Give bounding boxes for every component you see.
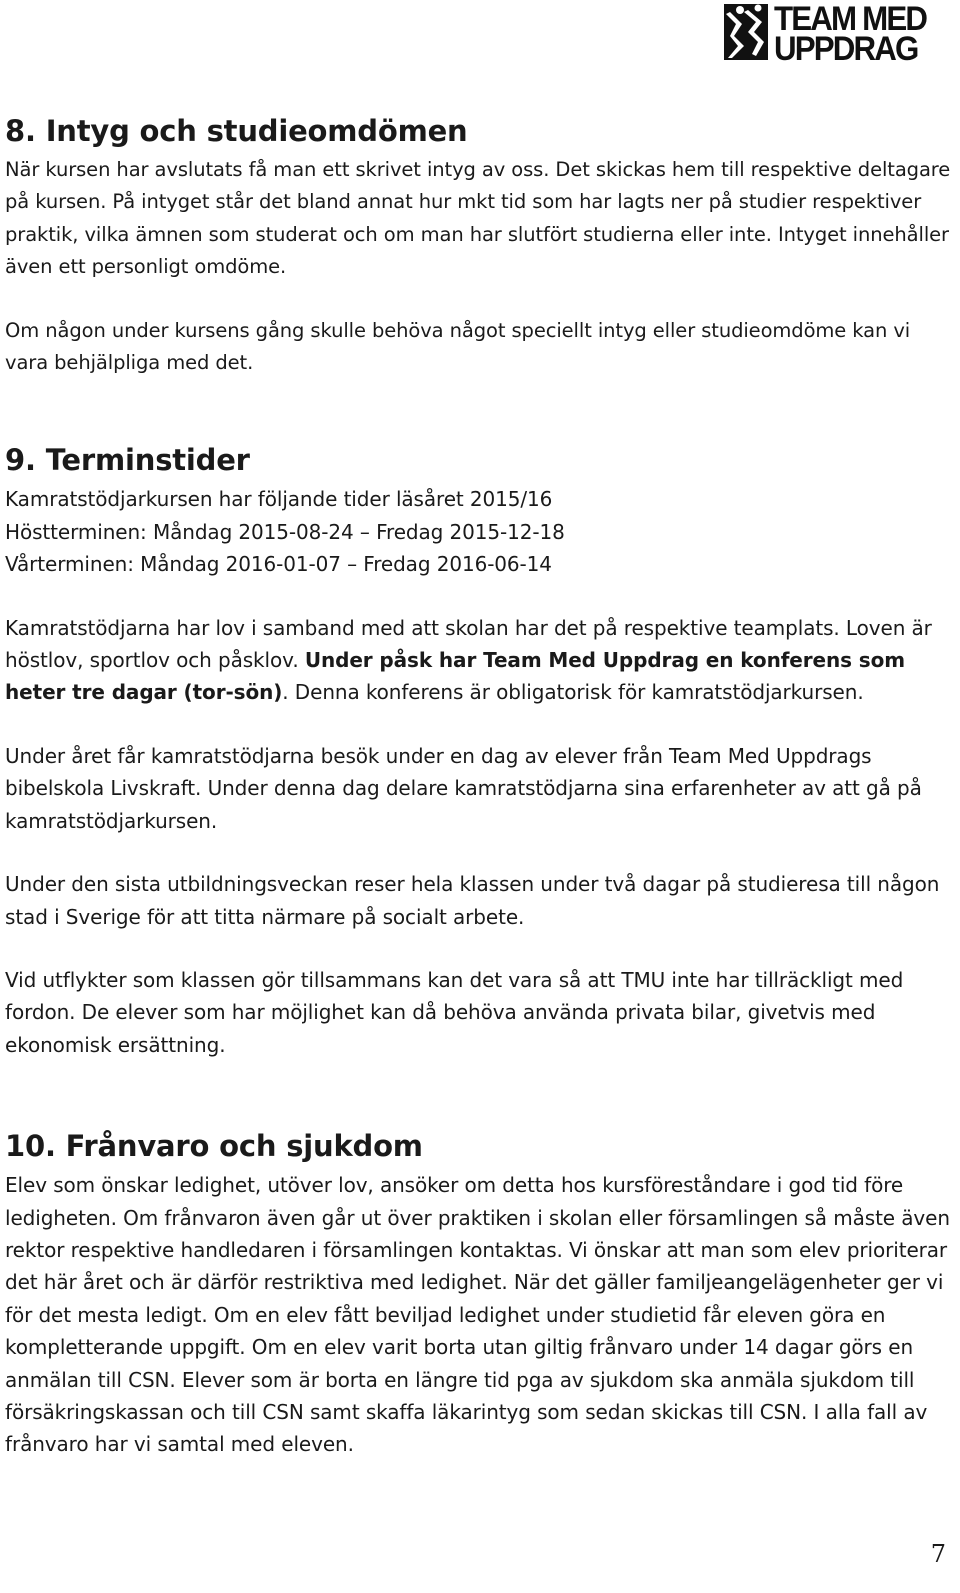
- logo-line-2: UPPDRAG: [774, 30, 918, 68]
- section-8-heading: 8. Intyg och studieomdömen: [5, 114, 468, 148]
- section-9-paragraph-5: Vid utflykter som klassen gör tillsammans kan det vara så att TMU inte har tillräckligt med fordon. De elever som har möjlighet kan då behöva använda privata bilar, givetvis med ekonomisk ersättning.: [5, 967, 904, 1057]
- section-9-line-3: Vårterminen: Måndag 2016-01-07 – Fredag 2016-06-14: [5, 552, 552, 577]
- section-9-p2-bold: Under påsk har Team Med Uppdrag en konferens som heter tre dagar (tor-sön): [5, 648, 905, 705]
- section-10-paragraph-1: Elev som önskar ledighet, utöver lov, ansöker om detta hos kursföreståndare i god tid före ledigheten. Om frånvaron även går ut över praktiken i skolan eller församlingen så måste även rektor respektive handledaren i församlingen kontaktas. Vi önskar att man som elev prioriterar det här året och är därför restriktiva med ledighet. När det gäller familjeangelägenheter ger vi för det mesta ledigt. Om en elev fått beviljad ledighet under studietid får eleven göra en kompletterande uppgift. Om en elev varit borta utan giltig frånvaro under 14 dagar görs en anmälan till CSN. Elever som är borta en längre tid pga av sjukdom ska anmäla sjukdom till försäkringskassan och till CSN samt skaffa läkarintyg som sedan skickas till CSN. I alla fall av frånvaro har vi samtal med eleven.: [5, 1173, 950, 1457]
- section-9-heading: 9. Terminstider: [5, 443, 250, 478]
- logo-line-1: TEAM MED: [774, 0, 927, 38]
- page-number: 7: [930, 1540, 946, 1568]
- section-10-heading: 10. Frånvaro och sjukdom: [5, 1129, 423, 1164]
- document-body: [5, 108, 955, 1461]
- section-9-p2-end: . Denna konferens är obligatorisk för kamratstödjarkursen.: [282, 680, 864, 705]
- section-9-paragraph-4: Under den sista utbildningsveckan reser hela klassen under två dagar på studieresa till någon stad i Sverige för att titta närmare på socialt arbete.: [5, 872, 940, 929]
- section-9-line-2: Höstterminen: Måndag 2015-08-24 – Fredag 2015-12-18: [5, 519, 565, 544]
- section-9-paragraph-2: [5, 612, 955, 709]
- team-med-uppdrag-logo: [724, 0, 954, 68]
- section-9-paragraph-3: Under året får kamratstödjarna besök under en dag av elever från Team Med Uppdrags bibelskola Livskraft. Under denna dag delare kamratstödjarna sina erfarenheter av att gå på kamratstödjarkursen.: [5, 743, 922, 833]
- section-9-p2-start: Kamratstödjarna har lov i samband med att skolan har det på respektive teamplats. Loven är höstlov, sportlov och påsklov.: [5, 615, 932, 673]
- section-8-paragraph-2: Om någon under kursens gång skulle behöva något speciellt intyg eller studieomdöme kan vi vara behjälpliga med det.: [5, 318, 911, 375]
- section-8-paragraph-1: När kursen har avslutats få man ett skrivet intyg av oss. Det skickas hem till respektive deltagare på kursen. På intyget står det bland annat hur mkt tid som har lagts ner på studier respektiver praktik, vilka ämnen som studerat och om man har slutfört studierna eller inte. Intyget innehåller även ett personligt omdöme.: [5, 158, 951, 279]
- section-9-line-1: Kamratstödjarkursen har följande tider läsåret 2015/16: [5, 487, 553, 512]
